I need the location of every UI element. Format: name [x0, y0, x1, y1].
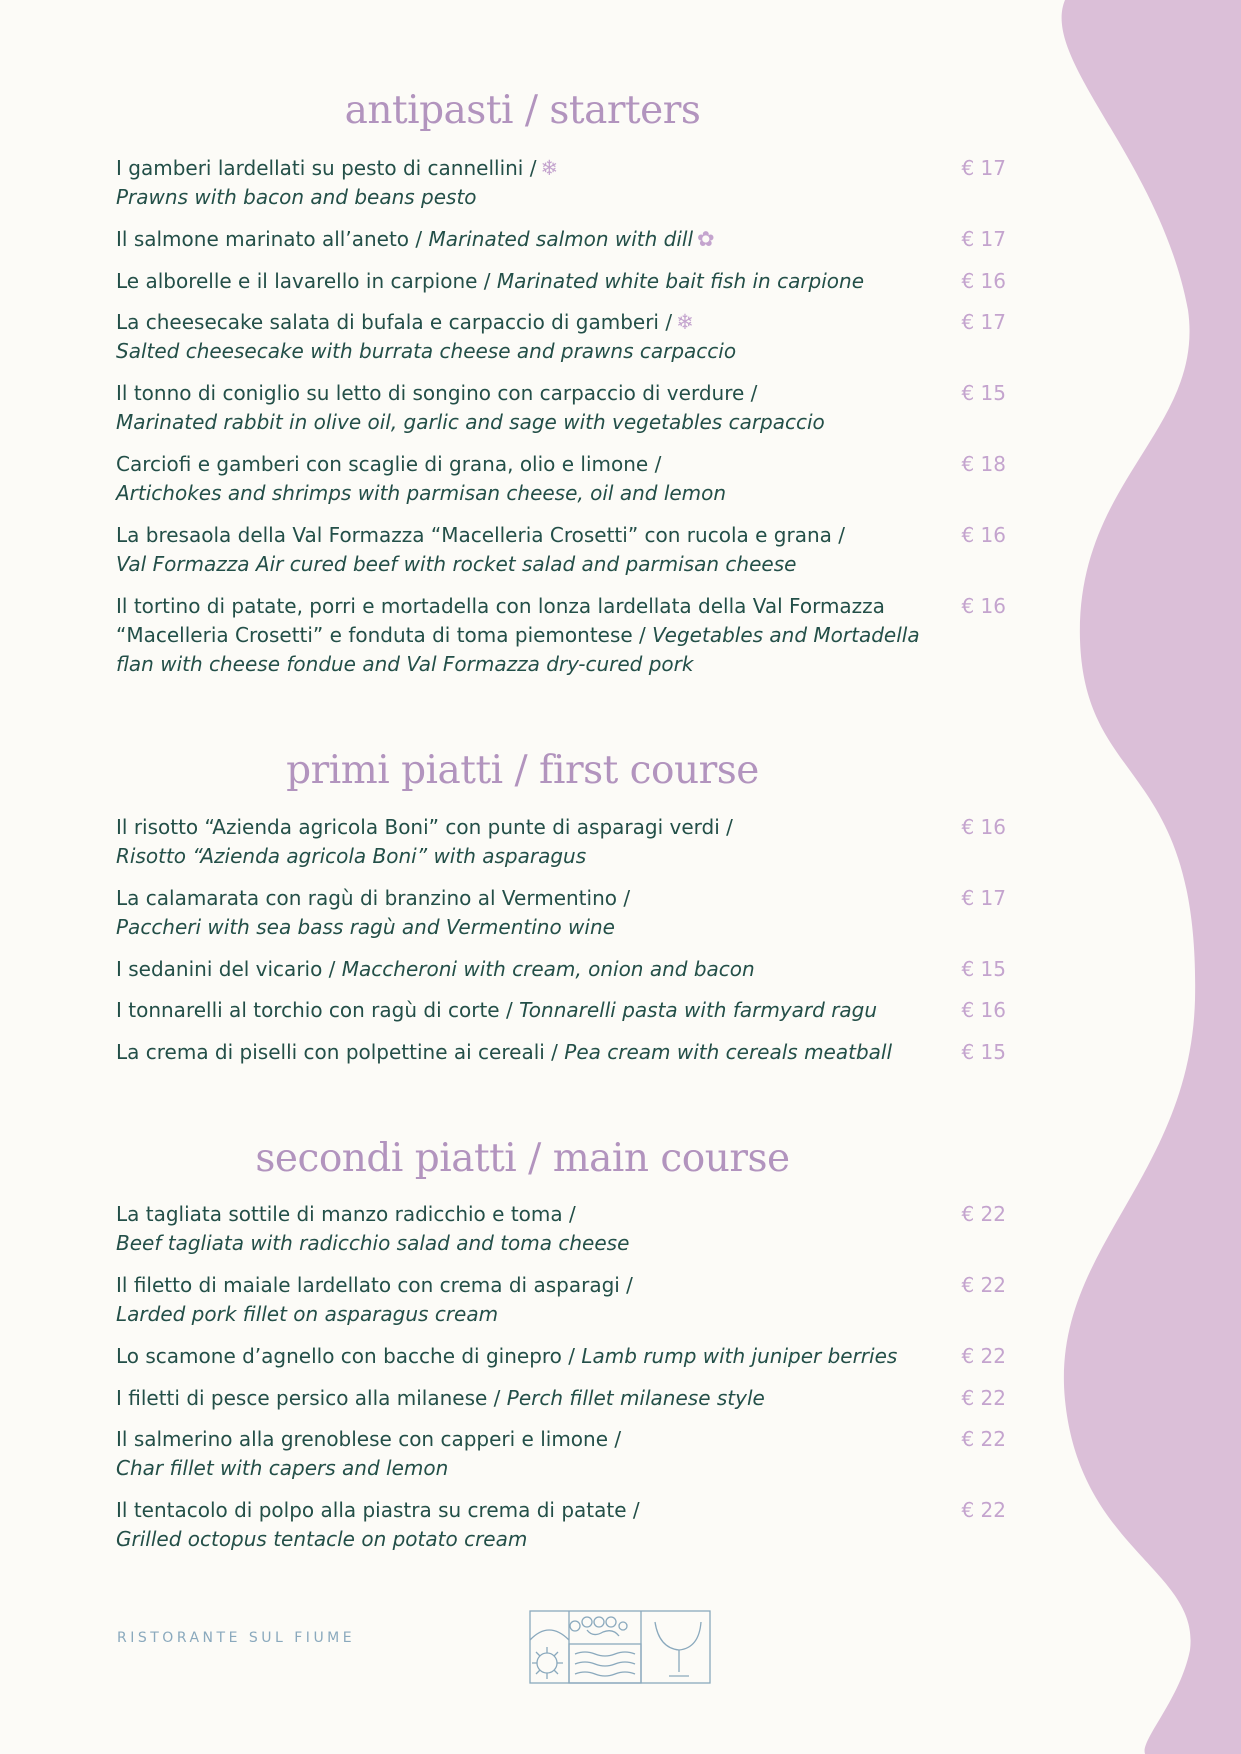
menu-item: [116, 308, 1006, 366]
menu-item: [116, 1038, 1006, 1067]
item-price: € 15: [961, 957, 1006, 981]
item-description: [116, 308, 928, 366]
item-description: [116, 1200, 928, 1258]
item-description: [116, 996, 928, 1025]
menu-item: [116, 154, 1006, 212]
item-name-en: Lamb rump with juniper berries: [581, 1344, 898, 1368]
item-description: [116, 884, 928, 942]
item-price: € 17: [961, 310, 1006, 334]
item-price: € 17: [961, 227, 1006, 251]
item-price: € 16: [961, 815, 1006, 839]
item-description: [116, 154, 928, 212]
item-name-en: Maccheroni with cream, onion and bacon: [341, 957, 755, 981]
item-price: € 18: [961, 452, 1006, 476]
menu-item: [116, 225, 1006, 254]
ribbon-icon: ✿: [697, 227, 715, 251]
item-name-en: Beef tagliata with radicchio salad and toma cheese: [116, 1231, 630, 1255]
item-name-it: Il salmerino alla grenoblese con capperi e limone /: [116, 1427, 622, 1451]
item-name-en: Perch fillet milanese style: [506, 1386, 765, 1410]
restaurant-logo: [529, 1610, 711, 1684]
menu-item: [116, 884, 1006, 942]
item-name-it: La tagliata sottile di manzo radicchio e toma /: [116, 1202, 576, 1226]
item-name-en: Marinated rabbit in olive oil, garlic and sage with vegetables carpaccio: [116, 410, 825, 434]
item-name-it: La bresaola della Val Formazza “Macelleria Crosetti” con rucola e grana /: [116, 523, 845, 547]
menu-item: [116, 1425, 1006, 1483]
snowflake-icon: ❄: [540, 156, 559, 180]
item-name-en: Grilled octopus tentacle on potato cream: [116, 1527, 528, 1551]
item-price: € 22: [961, 1386, 1006, 1410]
item-name-en: Paccheri with sea bass ragù and Vermentino wine: [116, 915, 615, 939]
item-description: [116, 1425, 928, 1483]
item-description: [116, 1038, 928, 1067]
menu-item: [116, 521, 1006, 579]
item-name-it: La cheesecake salata di bufala e carpaccio di gamberi /: [116, 310, 673, 334]
item-name-it: Il tentacolo di polpo alla piastra su crema di patate /: [116, 1498, 640, 1522]
item-name-it: La calamarata con ragù di branzino al Vermentino /: [116, 886, 631, 910]
menu-item: [116, 1384, 1006, 1413]
item-price: € 22: [961, 1273, 1006, 1297]
menu-item: [116, 267, 1006, 296]
item-description: [116, 379, 928, 437]
item-name-en: Char fillet with capers and lemon: [116, 1456, 449, 1480]
item-price: € 22: [961, 1344, 1006, 1368]
item-price: € 16: [961, 269, 1006, 293]
item-description: [116, 1342, 928, 1371]
item-price: € 17: [961, 156, 1006, 180]
item-description: [116, 813, 928, 871]
item-description: [116, 521, 928, 579]
item-price: € 22: [961, 1202, 1006, 1226]
item-name-it: I tonnarelli al torchio con ragù di corte /: [116, 998, 513, 1022]
item-price: € 16: [961, 998, 1006, 1022]
item-name-it: Lo scamone d’agnello con bacche di ginepro /: [116, 1344, 576, 1368]
item-name-it: I gamberi lardellati su pesto di cannellini /: [116, 156, 537, 180]
menu-item: [116, 813, 1006, 871]
item-name-en: Prawns with bacon and beans pesto: [116, 185, 477, 209]
item-price: € 17: [961, 886, 1006, 910]
item-name-it: Carciofi e gamberi con scaglie di grana, olio e limone /: [116, 452, 662, 476]
item-price: € 22: [961, 1498, 1006, 1522]
menu-item: [116, 1496, 1006, 1554]
item-description: [116, 1496, 928, 1554]
menu-item: [116, 1342, 1006, 1371]
first-course-title: primi piatti / first course: [286, 748, 759, 793]
menu-item: [116, 1271, 1006, 1329]
item-name-en: Val Formazza Air cured beef with rocket salad and parmisan cheese: [116, 552, 797, 576]
item-name-it: La crema di piselli con polpettine ai cereali /: [116, 1040, 558, 1064]
item-name-en: Vegetables and Mortadella flan with cheese fondue and Val Formazza dry-cured pork: [116, 623, 920, 676]
item-name-en: Salted cheesecake with burrata cheese and prawns carpaccio: [116, 339, 737, 363]
item-name-en: Larded pork fillet on asparagus cream: [116, 1302, 499, 1326]
menu-item: [116, 450, 1006, 508]
item-name-it: Il filetto di maiale lardellato con crema di asparagi /: [116, 1273, 633, 1297]
item-name-it: Il risotto “Azienda agricola Boni” con punte di asparagi verdi /: [116, 815, 733, 839]
item-name-it: Il tortino di patate, porri e mortadella con lonza lardellata della Val Formazza “Macelleria Crosetti” e fonduta di toma piemontese /: [116, 594, 885, 647]
item-name-en: Pea cream with cereals meatball: [564, 1040, 893, 1064]
item-name-it: Il salmone marinato all’aneto /: [116, 227, 423, 251]
item-description: [116, 225, 928, 254]
item-name-it: Le alborelle e il lavarello in carpione /: [116, 269, 491, 293]
item-description: [116, 1271, 928, 1329]
item-description: [116, 592, 928, 679]
item-name-en: Artichokes and shrimps with parmisan cheese, oil and lemon: [116, 481, 727, 505]
item-name-it: I sedanini del vicario /: [116, 957, 336, 981]
main-course-title: secondi piatti / main course: [255, 1136, 790, 1181]
menu-item: [116, 996, 1006, 1025]
item-description: [116, 267, 928, 296]
snowflake-icon: ❄: [676, 310, 694, 334]
item-name-it: Il tonno di coniglio su letto di songino con carpaccio di verdure /: [116, 381, 758, 405]
item-name-en: Tonnarelli pasta with farmyard ragu: [519, 998, 878, 1022]
item-description: [116, 1384, 928, 1413]
menu-item: [116, 955, 1006, 984]
menu-item: [116, 379, 1006, 437]
item-description: [116, 450, 928, 508]
item-name-en: Marinated white bait fish in carpione: [496, 269, 865, 293]
starters-title: antipasti / starters: [344, 88, 701, 133]
item-name-en: Risotto “Azienda agricola Boni” with asparagus: [116, 844, 587, 868]
item-price: € 15: [961, 1040, 1006, 1064]
menu-item: [116, 592, 1006, 679]
item-price: € 22: [961, 1427, 1006, 1451]
item-name-en: Marinated salmon with dill: [428, 227, 694, 251]
item-price: € 15: [961, 381, 1006, 405]
restaurant-name: RISTORANTE SUL FIUME: [117, 1630, 356, 1646]
item-price: € 16: [961, 594, 1006, 618]
menu-item: [116, 1200, 1006, 1258]
item-name-it: I filetti di pesce persico alla milanese /: [116, 1386, 501, 1410]
item-price: € 16: [961, 523, 1006, 547]
item-description: [116, 955, 928, 984]
